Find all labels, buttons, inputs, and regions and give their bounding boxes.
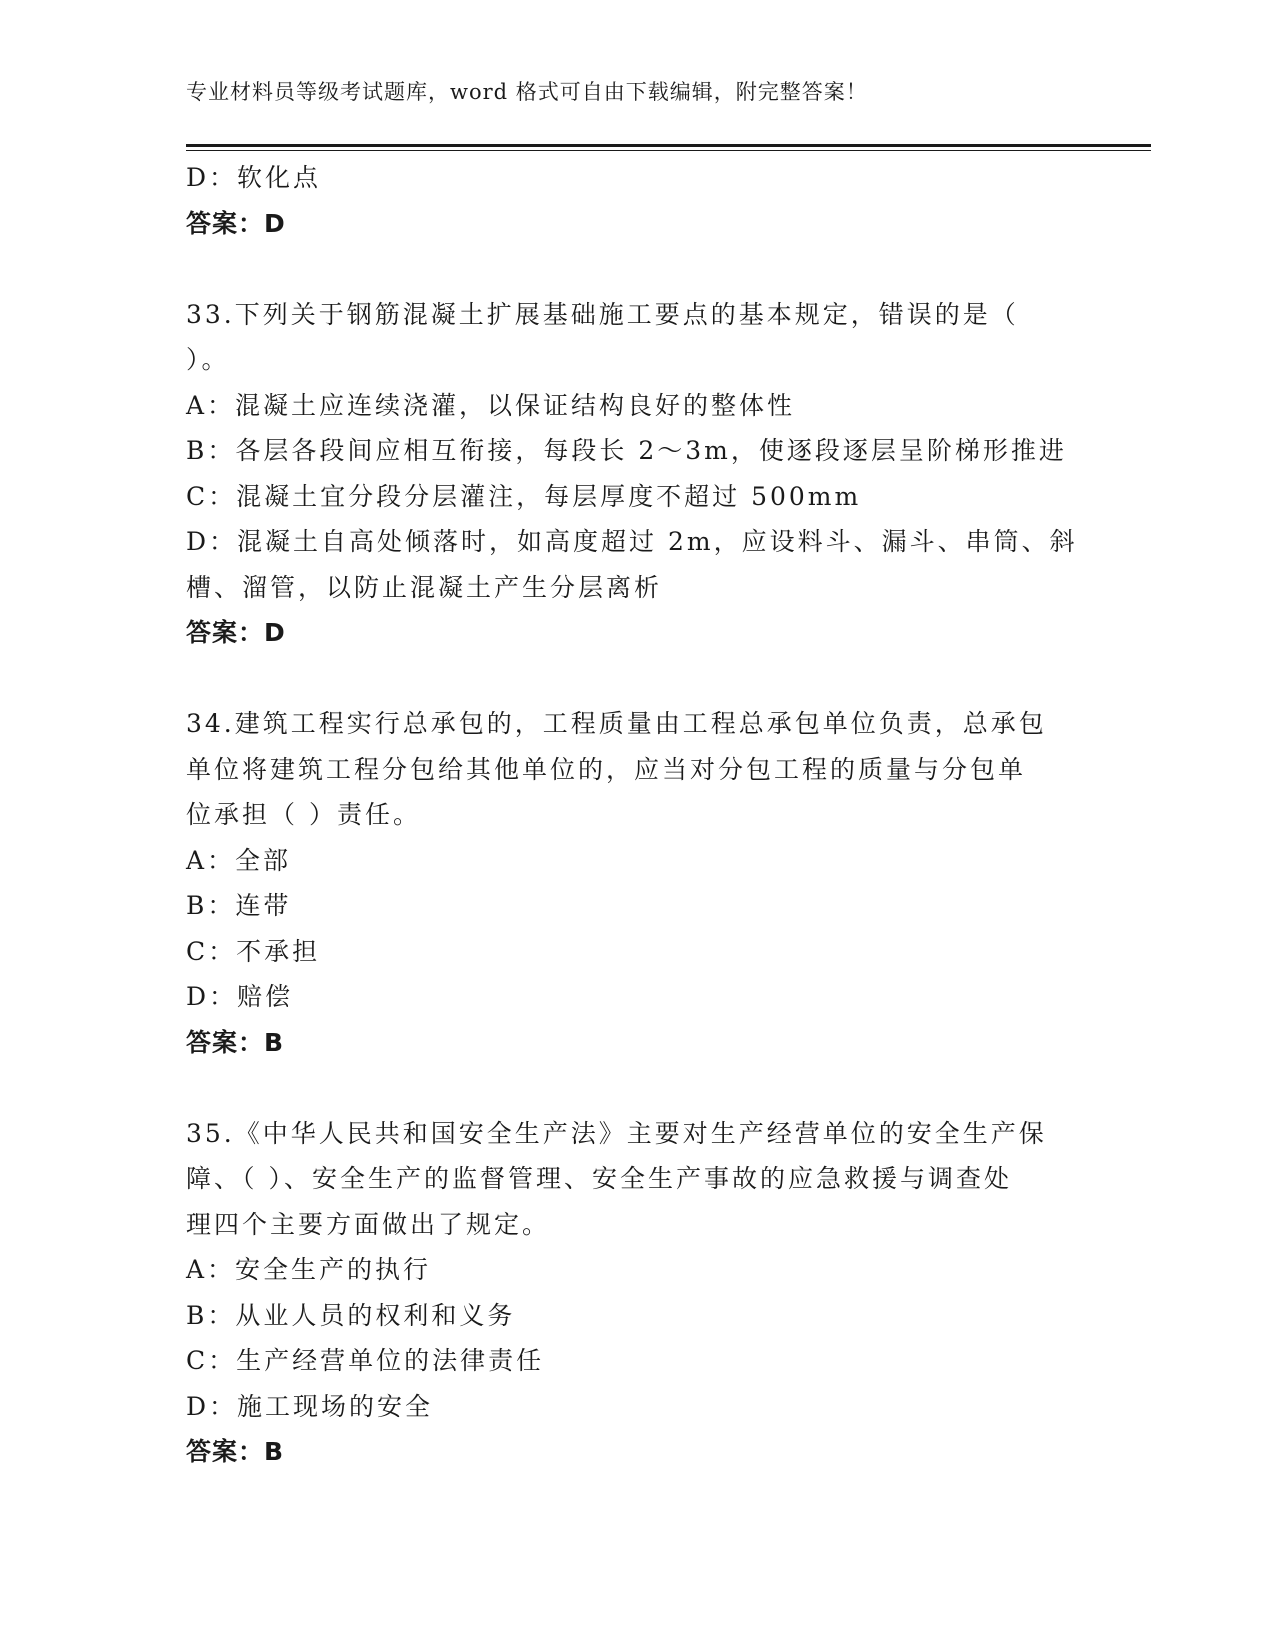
q34-option-d: D：赔偿: [186, 982, 294, 1011]
spacer: [186, 1065, 1086, 1111]
q33-option-a: A：混凝土应连续浇灌，以保证结构良好的整体性: [186, 390, 796, 420]
q34-option-a: A：全部: [186, 845, 292, 875]
spacer: [186, 246, 1086, 292]
page-header: 专业材料员等级考试题库，word 格式可自由下载编辑，附完整答案！: [186, 80, 868, 104]
q33-option-d-line2: 槽、溜管，以防止混凝土产生分层离析: [186, 572, 663, 602]
q34-stem-line3: 位承担（ ）责任。: [186, 800, 421, 829]
q34-stem-line1: 34.建筑工程实行总承包的，工程质量由工程总承包单位负责，总承包: [186, 709, 1047, 738]
q33-stem-line2: ）。: [186, 345, 230, 374]
q35-stem-line3: 理四个主要方面做出了规定。: [186, 1209, 551, 1239]
q35-option-d: D：施工现场的安全: [186, 1391, 434, 1421]
q34-stem-line2: 单位将建筑工程分包给其他单位的，应当对分包工程的质量与分包单: [186, 754, 1027, 784]
q35-option-a: A：安全生产的执行: [186, 1255, 432, 1284]
q35-answer: 答案：B: [186, 1437, 285, 1466]
q35-option-c: C：生产经营单位的法律责任: [186, 1346, 545, 1375]
q35-stem-line1: 35.《中华人民共和国安全生产法》主要对生产经营单位的安全生产保: [186, 1118, 1047, 1148]
q35-stem-line2: 障、（ ）、安全生产的监督管理、安全生产事故的应急救援与调查处: [186, 1164, 1012, 1193]
prev-option-d: D：软化点: [186, 163, 322, 192]
q33-answer: 答案：D: [186, 618, 286, 647]
header-rule-thin: [186, 150, 1151, 151]
header-rule-thick: [186, 144, 1151, 147]
q33-option-c: C：混凝土宜分段分层灌注，每层厚度不超过 500mm: [186, 481, 862, 511]
q33-option-b: B：各层各段间应相互衔接，每段长 2～3m，使逐段逐层呈阶梯形推进: [186, 436, 1067, 465]
q33-option-d-line1: D：混凝土自高处倾落时，如高度超过 2m，应设料斗、漏斗、串筒、斜: [186, 527, 1078, 556]
question-33: [186, 292, 1086, 656]
q34-option-b: B：连带: [186, 891, 292, 920]
spacer: [186, 656, 1086, 702]
q34-answer: 答案：B: [186, 1027, 285, 1057]
q34-option-c: C：不承担: [186, 936, 321, 966]
prev-answer: 答案：D: [186, 208, 286, 238]
question-35: [186, 1111, 1086, 1475]
q33-stem-line1: 33.下列关于钢筋混凝土扩展基础施工要点的基本规定，错误的是（: [186, 299, 1019, 329]
question-34: [186, 701, 1086, 1065]
question-content: [186, 155, 1086, 1475]
q35-option-b: B：从业人员的权利和义务: [186, 1300, 516, 1330]
